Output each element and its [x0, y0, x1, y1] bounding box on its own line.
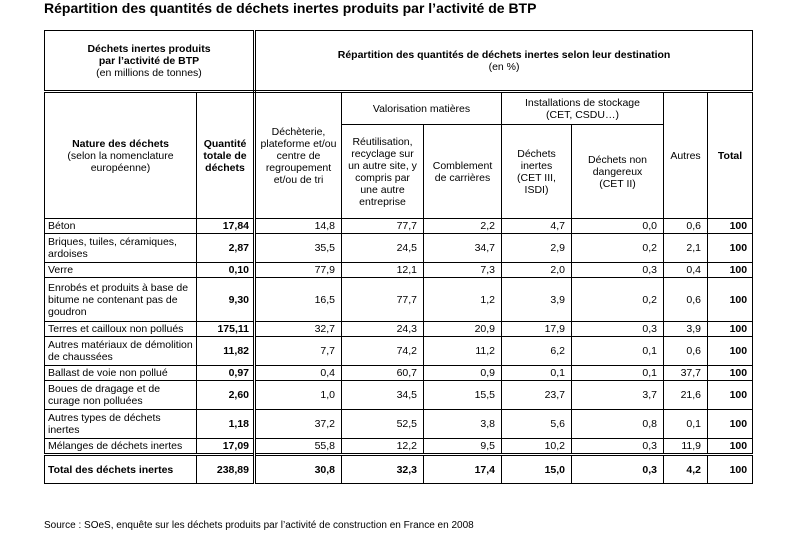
- cell-inertes: 5,6: [502, 410, 572, 439]
- right-group-header: [255, 31, 753, 92]
- row-name: Total des déchets inertes: [45, 455, 197, 484]
- cell-reutilisation: 24,5: [342, 234, 424, 263]
- valorisation-header: Valorisation matières: [342, 92, 502, 125]
- row-quantity: 11,82: [197, 337, 255, 366]
- page-title: Répartition des quantités de déchets inertes produits par l’activité de BTP: [44, 0, 537, 16]
- row-quantity: 175,11: [197, 322, 255, 337]
- cell-decheterie: 30,8: [255, 455, 342, 484]
- table-row: [45, 278, 753, 322]
- row-quantity: 0,10: [197, 263, 255, 278]
- row-quantity: 9,30: [197, 278, 255, 322]
- cell-total: 100: [708, 278, 753, 322]
- cell-decheterie: 0,4: [255, 366, 342, 381]
- cell-inertes: 0,1: [502, 366, 572, 381]
- table-row: [45, 219, 753, 234]
- table-row: [45, 234, 753, 263]
- table-row: [45, 263, 753, 278]
- row-quantity: 17,09: [197, 439, 255, 455]
- row-quantity: 0,97: [197, 366, 255, 381]
- cell-non-dangereux: 0,1: [572, 337, 664, 366]
- right-unit: (en %): [488, 60, 520, 73]
- cell-non-dangereux: 0,8: [572, 410, 664, 439]
- total-row: [45, 455, 753, 484]
- cell-total: 100: [708, 410, 753, 439]
- cell-non-dangereux: 0,3: [572, 322, 664, 337]
- cell-comblement: 34,7: [424, 234, 502, 263]
- cell-non-dangereux: 3,7: [572, 381, 664, 410]
- cell-autres: 21,6: [664, 381, 708, 410]
- cell-non-dangereux: 0,3: [572, 439, 664, 455]
- cell-autres: 2,1: [664, 234, 708, 263]
- cell-reutilisation: 12,2: [342, 439, 424, 455]
- row-quantity: 1,18: [197, 410, 255, 439]
- cell-total: 100: [708, 439, 753, 455]
- row-quantity: 2,87: [197, 234, 255, 263]
- source-note: Source : SOeS, enquête sur les déchets produits par l’activité de construction en France en 2008: [44, 520, 474, 531]
- stockage-header: [502, 92, 664, 125]
- table-row: [45, 322, 753, 337]
- cell-non-dangereux: 0,0: [572, 219, 664, 234]
- table-row: [45, 381, 753, 410]
- table-body: [45, 219, 753, 484]
- cell-inertes: 2,9: [502, 234, 572, 263]
- cell-comblement: 20,9: [424, 322, 502, 337]
- row-name: Briques, tuiles, céramiques, ardoises: [45, 234, 197, 263]
- cell-decheterie: 37,2: [255, 410, 342, 439]
- total-header: Total: [708, 92, 753, 219]
- cell-inertes: 17,9: [502, 322, 572, 337]
- cell-reutilisation: 77,7: [342, 278, 424, 322]
- quantity-header: [197, 92, 255, 219]
- cell-total: 100: [708, 366, 753, 381]
- cell-inertes: 6,2: [502, 337, 572, 366]
- cell-decheterie: 32,7: [255, 322, 342, 337]
- row-name: Ballast de voie non pollué: [45, 366, 197, 381]
- cell-comblement: 1,2: [424, 278, 502, 322]
- cell-inertes: 23,7: [502, 381, 572, 410]
- qty-line1: Quantité: [203, 137, 247, 150]
- right-title: Répartition des quantités de déchets inertes selon leur destination: [337, 48, 671, 61]
- cell-inertes: 4,7: [502, 219, 572, 234]
- cell-total: 100: [708, 337, 753, 366]
- cell-autres: 0,1: [664, 410, 708, 439]
- row-quantity: 2,60: [197, 381, 255, 410]
- row-quantity: 17,84: [197, 219, 255, 234]
- waste-distribution-table: [44, 30, 753, 484]
- cell-decheterie: 16,5: [255, 278, 342, 322]
- cell-autres: 0,6: [664, 337, 708, 366]
- cell-non-dangereux: 0,3: [572, 455, 664, 484]
- cell-reutilisation: 52,5: [342, 410, 424, 439]
- cell-decheterie: 55,8: [255, 439, 342, 455]
- table-row: [45, 337, 753, 366]
- cell-autres: 3,9: [664, 322, 708, 337]
- row-name: Enrobés et produits à base de bitume ne contenant pas de goudron: [45, 278, 197, 322]
- cell-autres: 37,7: [664, 366, 708, 381]
- row-name: Autres types de déchets inertes: [45, 410, 197, 439]
- table-row: [45, 410, 753, 439]
- inertes-line1: Déchets inertes: [517, 147, 556, 172]
- cell-reutilisation: 60,7: [342, 366, 424, 381]
- comblement-header: Comblement de carrières: [424, 125, 502, 219]
- row-name: Mélanges de déchets inertes: [45, 439, 197, 455]
- cell-non-dangereux: 0,1: [572, 366, 664, 381]
- nature-header: [45, 92, 197, 219]
- cell-comblement: 0,9: [424, 366, 502, 381]
- inertes-line2: (CET III, ISDI): [517, 171, 556, 196]
- qty-line3: déchets: [205, 161, 245, 174]
- cell-non-dangereux: 0,3: [572, 263, 664, 278]
- qty-line2: totale de: [203, 149, 247, 162]
- cell-total: 100: [708, 234, 753, 263]
- stockage-line2: (CET, CSDU…): [546, 108, 619, 121]
- non-dangereux-header: [572, 125, 664, 219]
- cell-decheterie: 77,9: [255, 263, 342, 278]
- left-title-line2: par l’activité de BTP: [98, 54, 200, 67]
- cell-reutilisation: 24,3: [342, 322, 424, 337]
- cell-decheterie: 14,8: [255, 219, 342, 234]
- autres-header: Autres: [664, 92, 708, 219]
- cell-total: 100: [708, 381, 753, 410]
- table-row: [45, 366, 753, 381]
- cell-inertes: 15,0: [502, 455, 572, 484]
- cell-decheterie: 35,5: [255, 234, 342, 263]
- cell-comblement: 17,4: [424, 455, 502, 484]
- cell-reutilisation: 32,3: [342, 455, 424, 484]
- cell-total: 100: [708, 455, 753, 484]
- cell-decheterie: 7,7: [255, 337, 342, 366]
- cell-reutilisation: 12,1: [342, 263, 424, 278]
- cell-autres: 4,2: [664, 455, 708, 484]
- cell-comblement: 15,5: [424, 381, 502, 410]
- left-title-line1: Déchets inertes produits: [87, 42, 211, 55]
- cell-comblement: 3,8: [424, 410, 502, 439]
- row-name: Béton: [45, 219, 197, 234]
- cell-autres: 0,4: [664, 263, 708, 278]
- inertes-header: [502, 125, 572, 219]
- cell-autres: 0,6: [664, 219, 708, 234]
- cell-comblement: 2,2: [424, 219, 502, 234]
- cell-total: 100: [708, 219, 753, 234]
- row-name: Autres matériaux de démolition de chaussées: [45, 337, 197, 366]
- stockage-line1: Installations de stockage: [525, 96, 640, 109]
- reutilisation-header: Réutilisation, recyclage sur un autre site, y compris par une autre entreprise: [342, 125, 424, 219]
- cell-inertes: 10,2: [502, 439, 572, 455]
- cell-inertes: 2,0: [502, 263, 572, 278]
- cell-total: 100: [708, 322, 753, 337]
- left-group-header: [45, 31, 255, 92]
- nature-sub2: européenne): [90, 161, 151, 174]
- cell-reutilisation: 77,7: [342, 219, 424, 234]
- decheterie-header: Déchèterie, plateforme et/ou centre de regroupement et/ou de tri: [255, 92, 342, 219]
- left-unit: (en millions de tonnes): [96, 66, 202, 79]
- cell-comblement: 9,5: [424, 439, 502, 455]
- table-row: [45, 439, 753, 455]
- nature-title: Nature des déchets: [72, 137, 169, 150]
- cell-comblement: 7,3: [424, 263, 502, 278]
- cell-decheterie: 1,0: [255, 381, 342, 410]
- non-dangereux-line2: (CET II): [599, 177, 636, 190]
- row-name: Terres et cailloux non pollués: [45, 322, 197, 337]
- cell-total: 100: [708, 263, 753, 278]
- row-name: Boues de dragage et de curage non polluées: [45, 381, 197, 410]
- row-name: Verre: [45, 263, 197, 278]
- cell-reutilisation: 74,2: [342, 337, 424, 366]
- non-dangereux-line1: Déchets non dangereux: [588, 153, 647, 178]
- cell-autres: 0,6: [664, 278, 708, 322]
- nature-sub1: (selon la nomenclature: [67, 149, 174, 162]
- row-quantity: 238,89: [197, 455, 255, 484]
- cell-autres: 11,9: [664, 439, 708, 455]
- cell-reutilisation: 34,5: [342, 381, 424, 410]
- cell-non-dangereux: 0,2: [572, 278, 664, 322]
- cell-non-dangereux: 0,2: [572, 234, 664, 263]
- cell-comblement: 11,2: [424, 337, 502, 366]
- cell-inertes: 3,9: [502, 278, 572, 322]
